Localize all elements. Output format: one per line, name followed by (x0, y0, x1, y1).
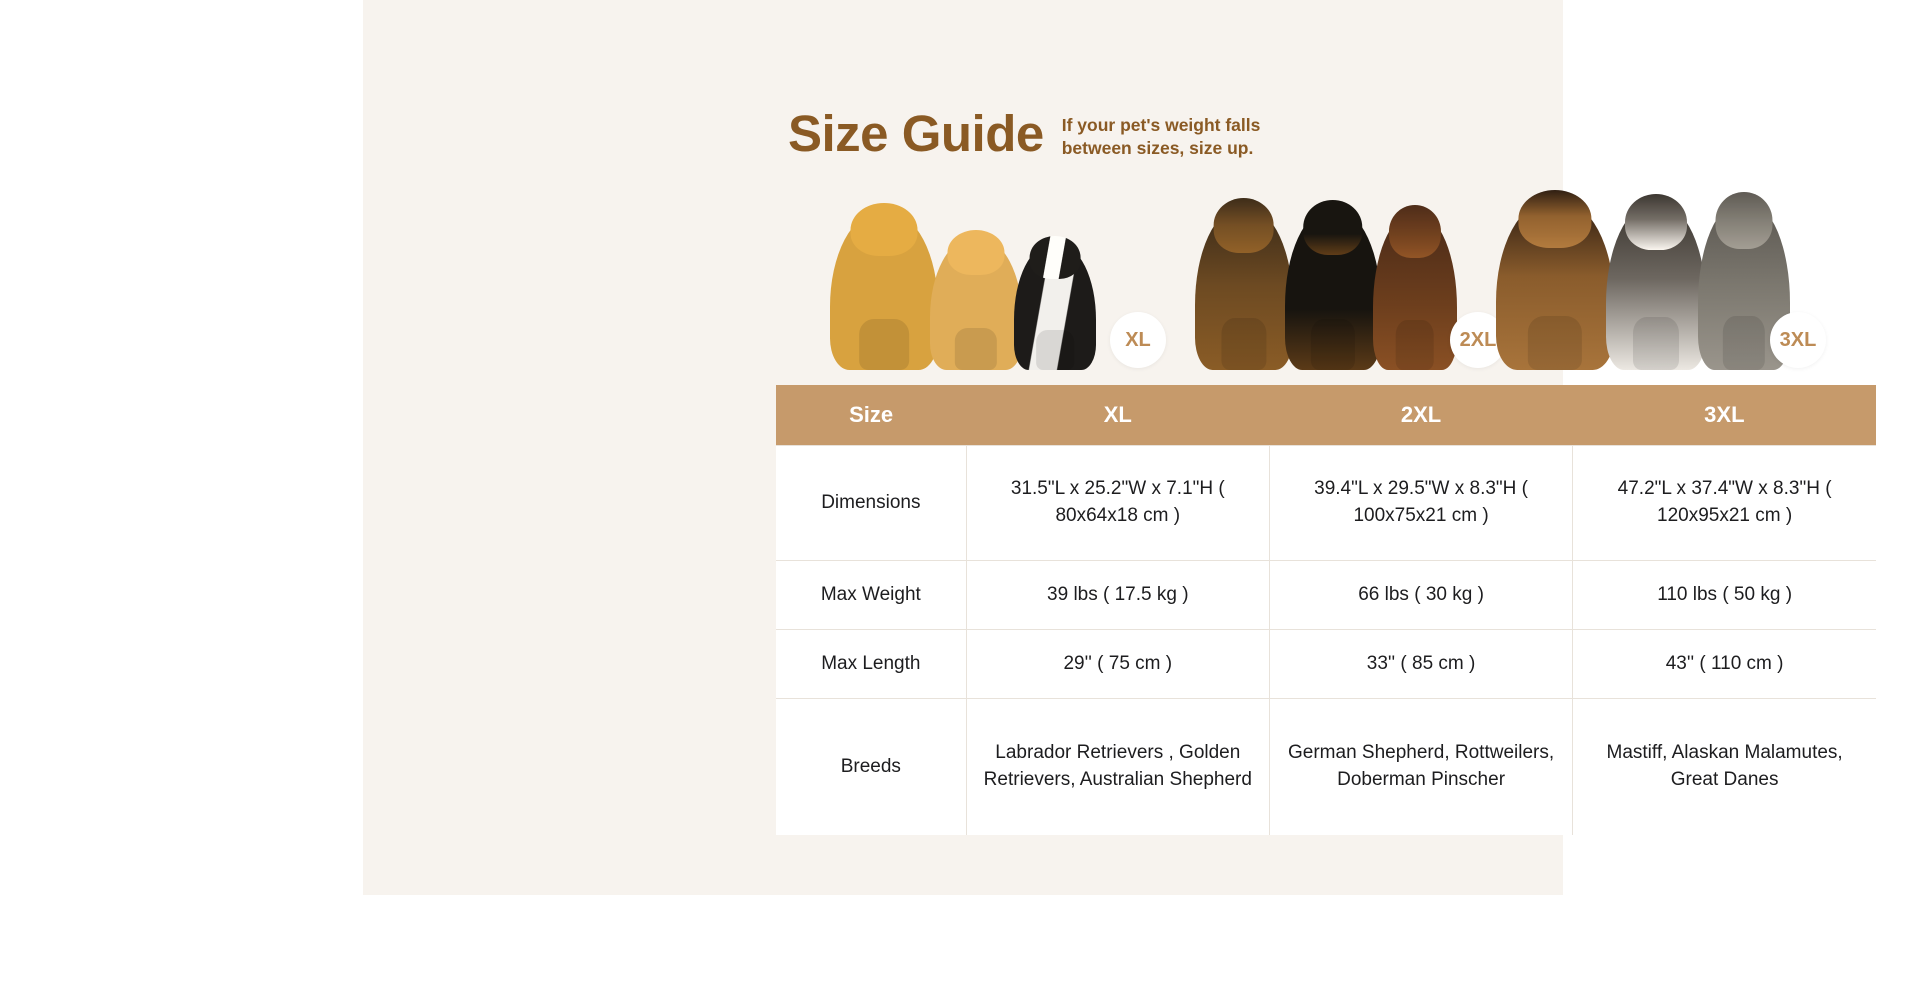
dog-group-xl (778, 170, 1151, 370)
column-header-size: Size (776, 385, 966, 446)
cell-max-length-3xl: 43'' ( 110 cm ) (1573, 630, 1876, 699)
row-label-max-weight: Max Weight (776, 561, 966, 630)
header-note: If your pet's weight falls between sizes, size up. (1061, 115, 1261, 158)
cell-max-weight-3xl: 110 lbs ( 50 kg ) (1573, 561, 1876, 630)
size-table (776, 385, 1876, 835)
dog-golden-retriever-icon (930, 238, 1022, 370)
table-row (776, 561, 1876, 630)
cell-dimensions-3xl: 47.2"L x 37.4"W x 8.3"H ( 120x95x21 cm ) (1573, 446, 1876, 561)
dog-group-3xl (1478, 170, 1817, 370)
dog-doberman-pinscher-icon (1373, 214, 1457, 370)
cell-max-weight-2xl: 66 lbs ( 30 kg ) (1269, 561, 1572, 630)
row-label-breeds: Breeds (776, 699, 966, 836)
dog-group-2xl (1163, 170, 1497, 370)
row-label-dimensions: Dimensions (776, 446, 966, 561)
dog-illustrations (778, 160, 1888, 370)
cell-breeds-xl: Labrador Retrievers , Golden Retrievers, Australian Shepherd (966, 699, 1269, 836)
size-table-wrapper (776, 385, 1876, 835)
column-header-2xl: 2XL (1269, 385, 1572, 446)
size-badge-2xl: 2XL (1450, 312, 1506, 368)
dog-rottweiler-icon (1285, 210, 1381, 370)
table-row (776, 630, 1876, 699)
size-table-head (776, 385, 1876, 446)
cell-max-weight-xl: 39 lbs ( 17.5 kg ) (966, 561, 1269, 630)
table-header-row (776, 385, 1876, 446)
cell-breeds-3xl: Mastiff, Alaskan Malamutes, Great Danes (1573, 699, 1876, 836)
header (788, 100, 1292, 160)
cell-dimensions-2xl: 39.4"L x 29.5"W x 8.3"H ( 100x75x21 cm ) (1269, 446, 1572, 561)
content-panel (363, 0, 1843, 895)
table-row (776, 446, 1876, 561)
row-label-max-length: Max Length (776, 630, 966, 699)
cell-breeds-2xl: German Shepherd, Rottweilers, Doberman Pinscher (1269, 699, 1572, 836)
page-title: Size Guide (788, 105, 1044, 162)
column-header-xl: XL (966, 385, 1269, 446)
dog-yellow-labrador-icon (830, 212, 938, 370)
size-badge-3xl: 3XL (1770, 312, 1826, 368)
dog-border-collie-icon (1014, 244, 1096, 370)
dog-german-shepherd-icon (1195, 208, 1293, 370)
table-row (776, 699, 1876, 836)
dog-alaskan-malamute-icon (1606, 204, 1706, 370)
size-badge-xl: XL (1110, 312, 1166, 368)
cell-max-length-xl: 29'' ( 75 cm ) (966, 630, 1269, 699)
size-table-body (776, 446, 1876, 836)
cell-dimensions-xl: 31.5"L x 25.2"W x 7.1"H ( 80x64x18 cm ) (966, 446, 1269, 561)
cell-max-length-2xl: 33'' ( 85 cm ) (1269, 630, 1572, 699)
dog-mastiff-icon (1496, 200, 1614, 370)
column-header-3xl: 3XL (1573, 385, 1876, 446)
